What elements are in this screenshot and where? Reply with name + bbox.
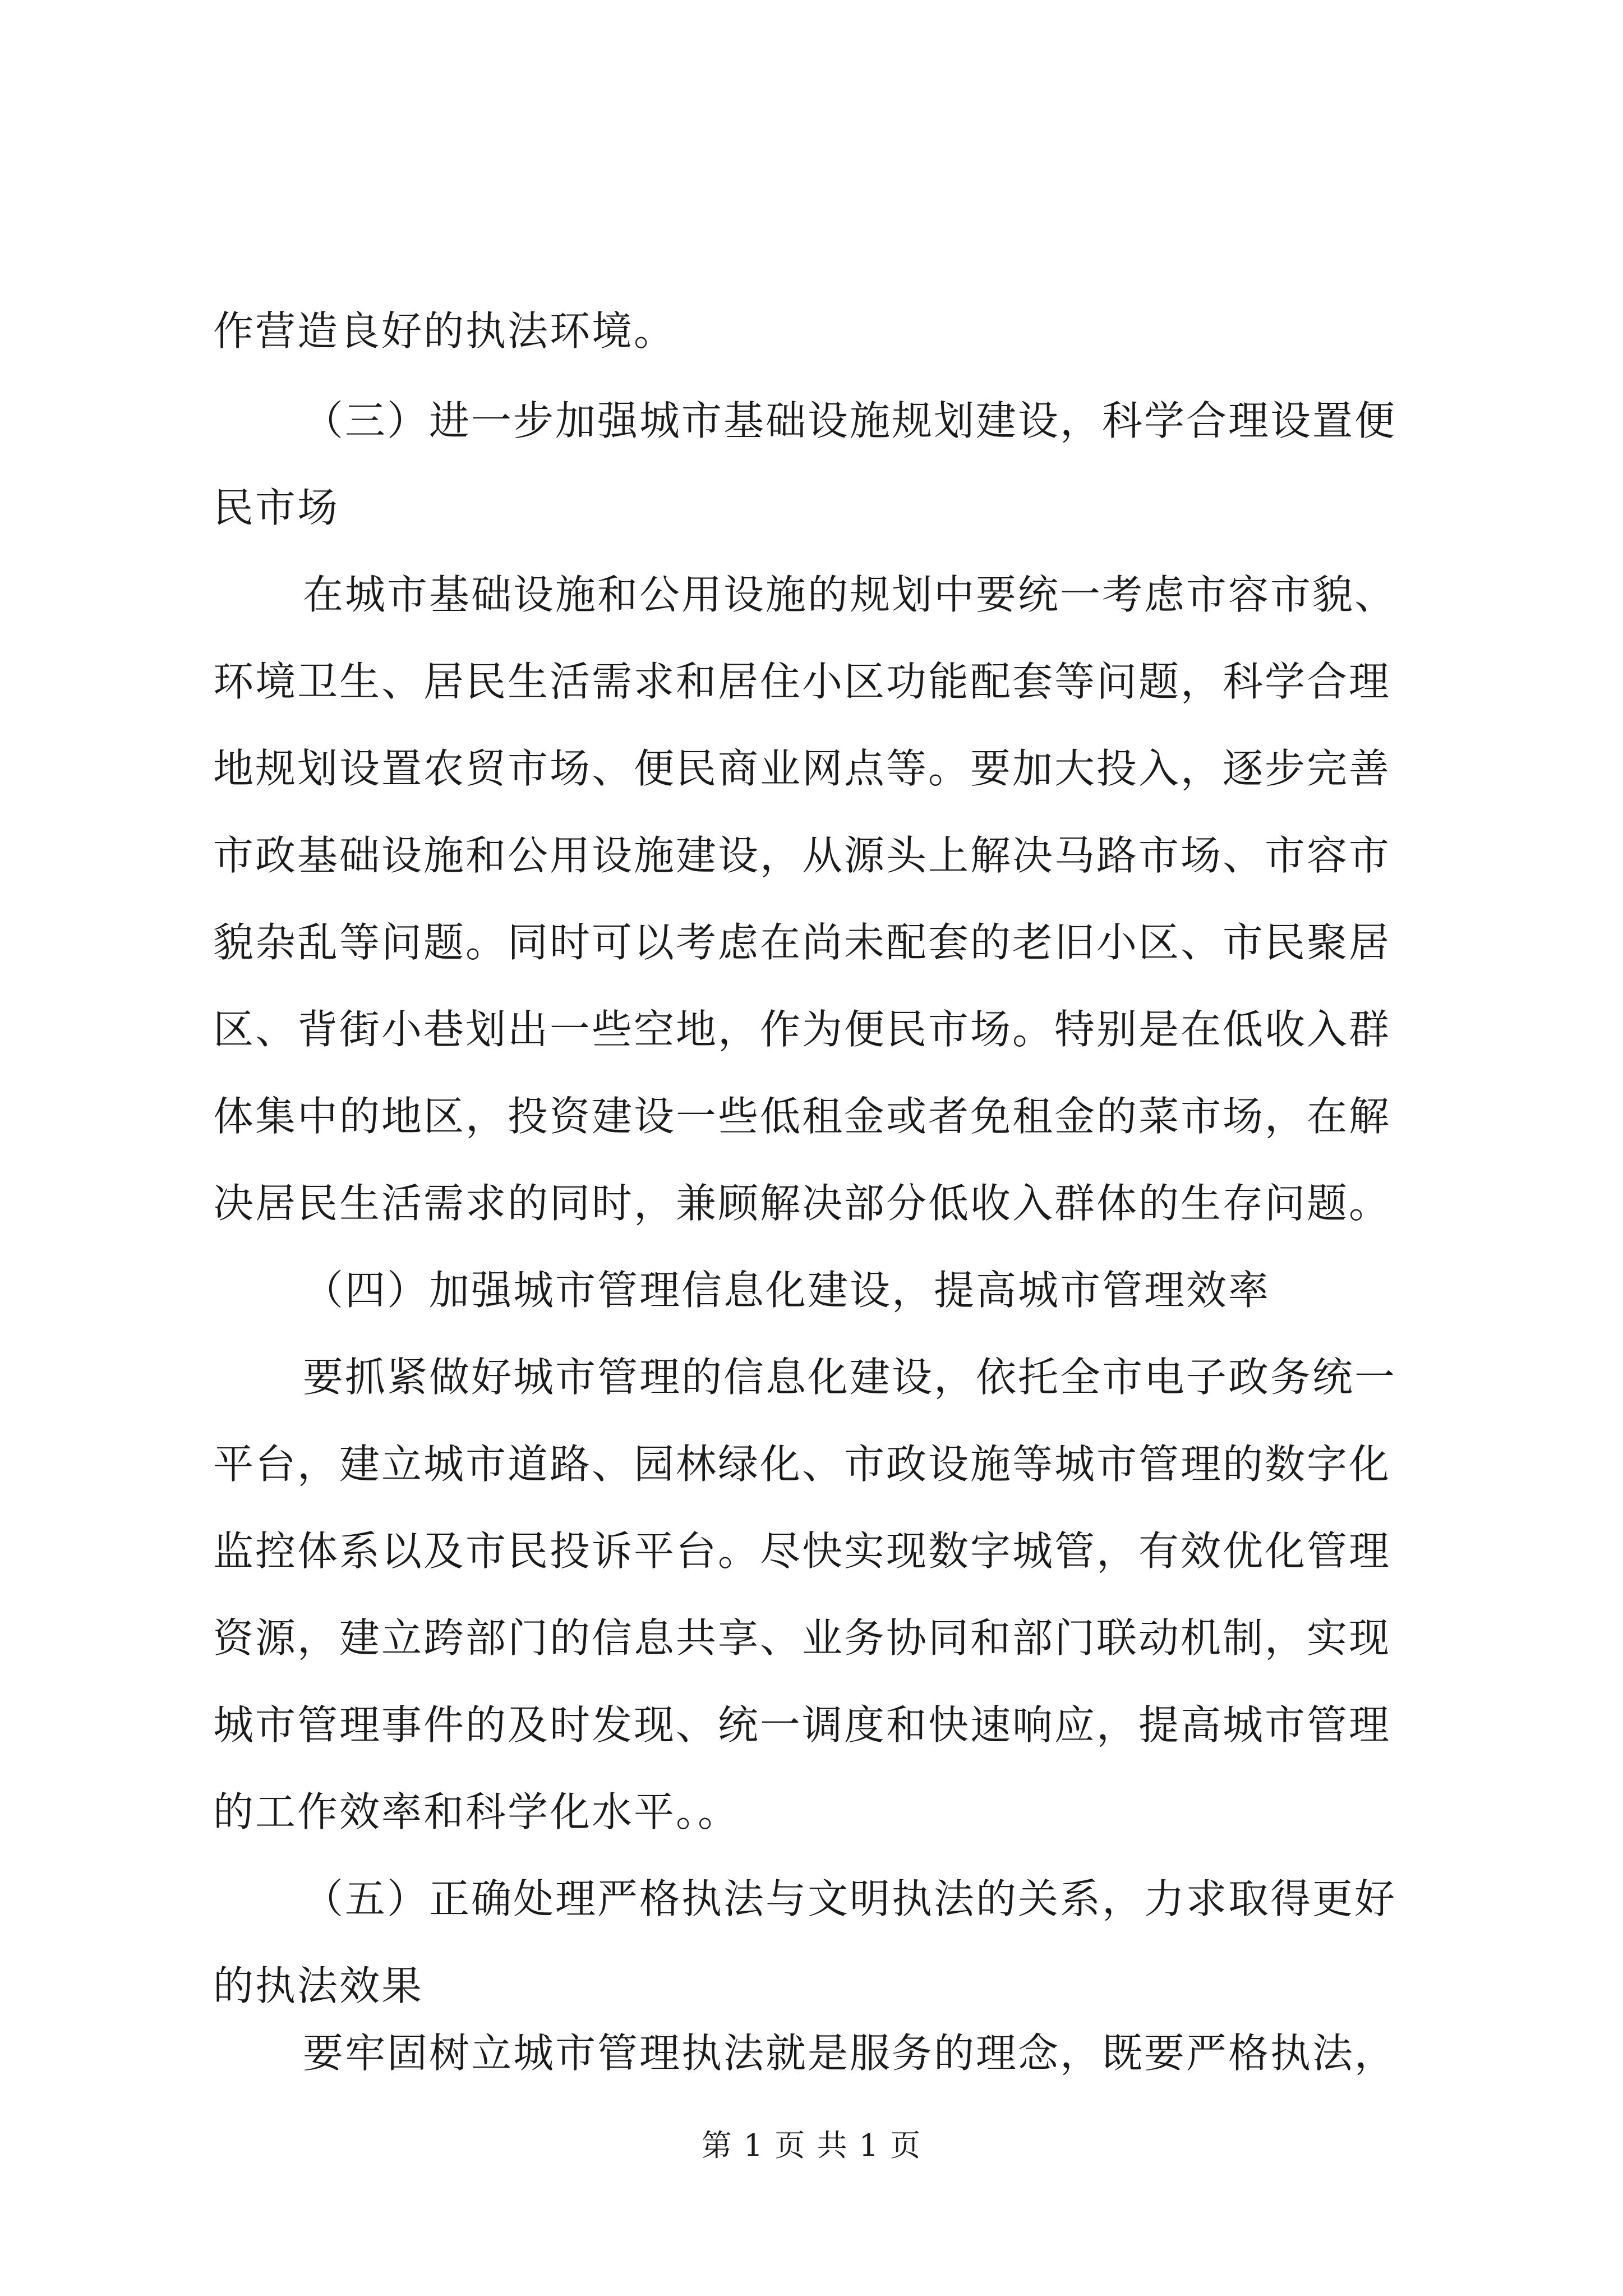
section-heading: 民市场 <box>213 484 340 531</box>
paragraph-line: 要抓紧做好城市管理的信息化建设，依托全市电子政务统一 <box>303 1354 1397 1401</box>
section-heading: （三）进一步加强城市基础设施规划建设，科学合理设置便 <box>303 397 1397 444</box>
paragraph-line: 资源，建立跨部门的信息共享、业务协同和部门联动机制，实现 <box>213 1614 1391 1662</box>
paragraph-line: 体集中的地区，投资建设一些低租金或者免租金的菜市场，在解 <box>213 1093 1391 1140</box>
paragraph-line: 在城市基础设施和公用设施的规划中要统一考虑市容市貌、 <box>303 571 1397 618</box>
section-heading: （四）加强城市管理信息化建设，提高城市管理效率 <box>303 1267 1271 1314</box>
page-footer: 第 1 页 共 1 页 <box>701 2128 922 2163</box>
paragraph-line: 区、背街小巷划出一些空地，作为便民市场。特别是在低收入群 <box>213 1006 1391 1053</box>
text-line: 作营造良好的执法环境。 <box>213 307 676 355</box>
paragraph-line: 城市管理事件的及时发现、统一调度和快速响应，提高城市管理 <box>213 1701 1391 1749</box>
paragraph-line: 平台，建立城市道路、园林绿化、市政设施等城市管理的数字化 <box>213 1441 1391 1488</box>
paragraph-line: 要牢固树立城市管理执法就是服务的理念，既要严格执法， <box>303 2030 1397 2077</box>
paragraph-line: 监控体系以及市民投诉平台。尽快实现数字城管，有效优化管理 <box>213 1527 1391 1575</box>
paragraph-line: 的工作效率和科学化水平。。 <box>213 1788 740 1835</box>
paragraph-line: 决居民生活需求的同时，兼顾解决部分低收入群体的生存问题。 <box>213 1180 1391 1227</box>
section-heading: （五）正确处理严格执法与文明执法的关系，力求取得更好 <box>303 1875 1397 1922</box>
section-heading: 的执法效果 <box>213 1962 424 2009</box>
paragraph-line: 环境卫生、居民生活需求和居住小区功能配套等问题，科学合理 <box>213 658 1391 705</box>
paragraph-line: 市政基础设施和公用设施建设，从源头上解决马路市场、市容市 <box>213 832 1391 879</box>
paragraph-line: 貌杂乱等问题。同时可以考虑在尚未配套的老旧小区、市民聚居 <box>213 919 1391 966</box>
paragraph-line: 地规划设置农贸市场、便民商业网点等。要加大投入，逐步完善 <box>213 745 1391 792</box>
